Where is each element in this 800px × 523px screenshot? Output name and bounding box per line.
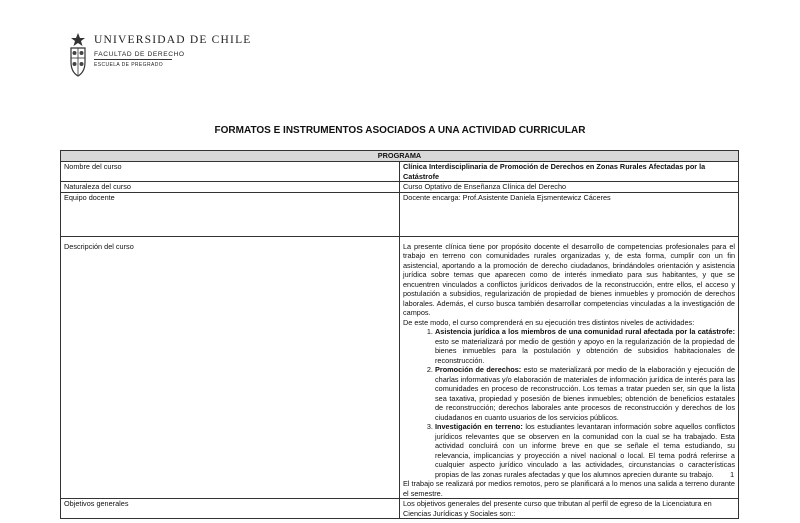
list-item-text: esto se materializará por medio de la elaboración y ejecución de charlas informativas y/o elaboración de materiales de información jurídica de interés para las comunidades en proceso de reconstrucción. Los temas a tratar pueden ser, sin que la lista sea taxativa, propiedad y posesión de bienes inmuebles; obtención de beneficios estatales de reconstrucción; derechos laborales ante procesos de reconstrucción y derechos de los ciudadanos en cuanto usuarios de los servicios públicos. <box>435 365 736 422</box>
table-row <box>61 499 739 519</box>
university-crest-icon <box>66 32 90 80</box>
university-name: UNIVERSIDAD DE CHILE <box>94 34 252 46</box>
course-name-label: Nombre del curso <box>61 162 400 182</box>
levels-intro: De este modo, el curso comprenderá en su ejecución tres distintos niveles de actividades: <box>403 317 695 327</box>
page-number: 1 <box>730 470 735 479</box>
program-table <box>60 150 739 519</box>
table-header-row <box>61 151 739 162</box>
school-name: ESCUELA DE PREGRADO <box>94 62 164 68</box>
list-item-title: Investigación en terreno: <box>435 422 523 431</box>
table-header: PROGRAMA <box>61 151 739 162</box>
table-row <box>61 236 739 499</box>
logo-divider <box>94 59 172 60</box>
list-item-title: Promoción de derechos: <box>435 365 522 374</box>
list-item-title: Asistencia jurídica a los miembros de una comunidad rural afectada por la catástrofe: <box>435 327 735 336</box>
team-label: Equipo docente <box>61 192 400 236</box>
activity-levels-list <box>403 327 735 479</box>
list-item <box>435 327 735 365</box>
course-name-value: Clínica Interdisciplinaria de Promoción de Derechos en Zonas Rurales Afectadas por la Catástrofe <box>400 162 739 182</box>
team-value: Docente encarga: Prof.Asistente Daniela Ejsmentewicz Cáceres <box>400 192 739 236</box>
list-item <box>435 422 735 479</box>
faculty-name: FACULTAD DE DERECHO <box>94 51 185 58</box>
nature-value: Curso Optativo de Enseñanza Clínica del Derecho <box>400 182 739 193</box>
list-item <box>435 365 735 422</box>
description-label: Descripción del curso <box>61 236 400 499</box>
table-row <box>61 162 739 182</box>
description-cell <box>400 236 739 499</box>
document-title: FORMATOS E INSTRUMENTOS ASOCIADOS A UNA ACTIVIDAD CURRICULAR <box>214 125 586 136</box>
list-item-text: esto se materializará por medio de gestión y apoyo en la regularización de la propiedad de bienes inmuebles para la postulación y obtención de subsidios habitacionales de reconstrucción. <box>435 336 735 365</box>
objectives-label: Objetivos generales <box>61 499 400 519</box>
list-item-text: los estudiantes levantaran información sobre aquellos conflictos jurídicos relevantes que se observen en la comunidad con la cual se ha trabajado. Esta actividad concluirá con un informe breve en que se señale el tema estudiando, su relevancia, implicancias y proyección a nivel nacional o local. El tema podrá referirse a cualquier aspecto jurídico vinculado a las actividades, circunstancias o características propias de las zonas rurales afectadas y que los alumnos aprecien durante su trabajo. <box>435 422 735 479</box>
description-intro: La presente clínica tiene por propósito docente el desarrollo de competencias profesionales para el trabajo en terreno con comunidades rurales organizadas y, de esta forma, cumplir con un fin asistencial, aportando a la promoción de derecho ciudadanos, brindándoles orientación y asistencia jurídica sobre temas que aparecen como de interés inmediato para sus habitantes, y que se encuentren vinculados a conflictos jurídicos derivados de la reconstrucción, entre ellos, el acceso y postulación a subsidios, regularización de propiedad de bienes inmuebles y promoción de derechos laborales. Además, el curso busca también desarrollar competencias vinculadas a la investigación de campos. <box>403 241 735 317</box>
table-row <box>61 182 739 193</box>
objectives-value: Los objetivos generales del presente curso que tributan al perfil de egreso de la Licenciatura en Ciencias Jurídicas y Sociales son:: <box>400 499 739 519</box>
nature-label: Naturaleza del curso <box>61 182 400 193</box>
table-row <box>61 192 739 236</box>
description-closing: El trabajo se realizará por medios remotos, pero se planificará a lo menos una salida a terreno durante el semestre. <box>403 479 735 498</box>
university-logo <box>66 32 252 82</box>
